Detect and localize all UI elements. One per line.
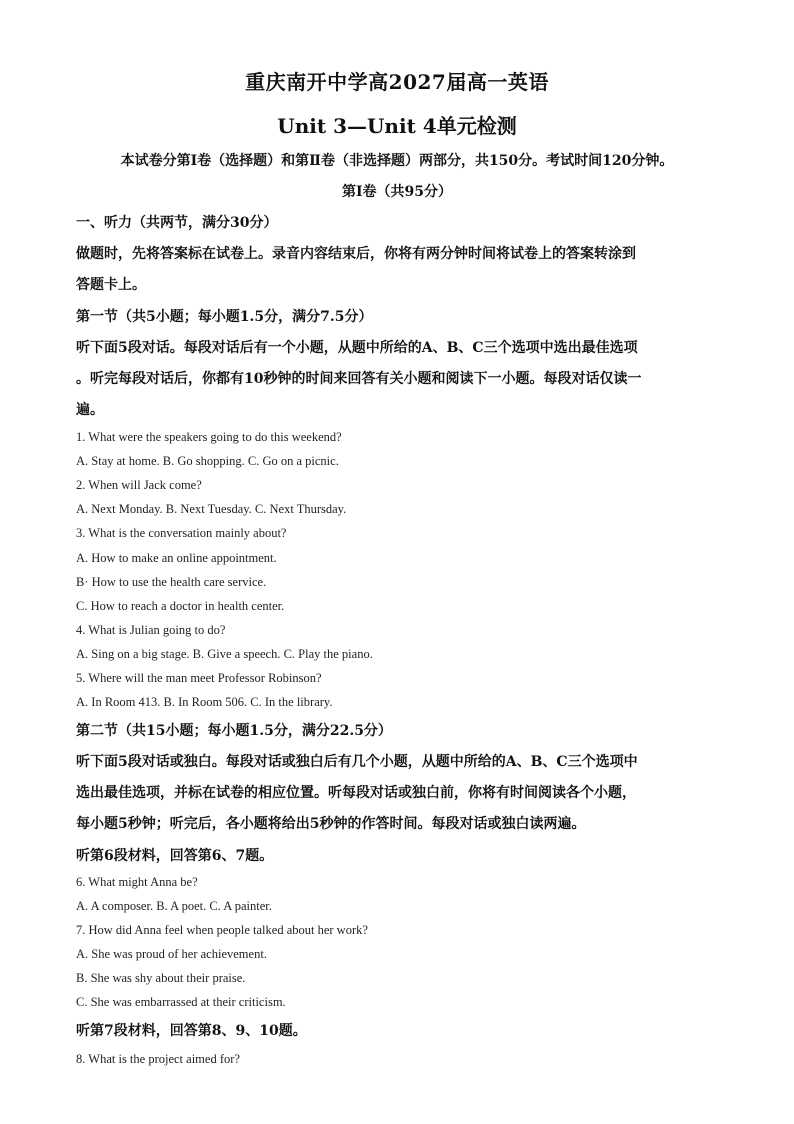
material-7-heading: 听第7段材料，回答第8、9、10题。: [76, 1023, 307, 1039]
question-5-options: A. In Room 413. B. In Room 506. C. In the library.: [76, 695, 333, 709]
question-4: 4. What is Julian going to do?: [76, 623, 226, 637]
question-4-options: A. Sing on a big stage. B. Give a speech. C. Play the piano.: [76, 647, 373, 661]
question-1: 1. What were the speakers going to do this weekend?: [76, 430, 342, 444]
exam-intro: 本试卷分第Ⅰ卷（选择题）和第Ⅱ卷（非选择题）两部分，共150分。考试时间120分钟。: [120, 153, 674, 169]
part1-instruction-line: 做题时，先将答案标在试卷上。录音内容结束后，你将有两分钟时间将试卷上的答案转涂到: [76, 246, 636, 262]
question-7-option-c: C. She was embarrassed at their criticism.: [76, 995, 286, 1009]
section1-instruction-line: 听下面5段对话。每段对话后有一个小题，从题中所给的A、B、C三个选项中选出最佳选项: [76, 340, 638, 356]
exam-subtitle: Unit 3—Unit 4单元检测: [277, 114, 517, 138]
question-3: 3. What is the conversation mainly about?: [76, 526, 287, 540]
exam-title: 重庆南开中学高2027届高一英语: [245, 70, 549, 94]
question-7-option-b: B. She was shy about their praise.: [76, 971, 246, 985]
question-1-options: A. Stay at home. B. Go shopping. C. Go on a picnic.: [76, 454, 339, 468]
section2-instruction-line: 听下面5段对话或独白。每段对话或独白后有几个小题，从题中所给的A、B、C三个选项中: [76, 754, 638, 770]
section2-heading: 第二节（共15小题；每小题1.5分，满分22.5分）: [76, 723, 392, 739]
question-7: 7. How did Anna feel when people talked about her work?: [76, 923, 368, 937]
question-2: 2. When will Jack come?: [76, 478, 202, 492]
question-6: 6. What might Anna be?: [76, 875, 198, 889]
question-5: 5. Where will the man meet Professor Robinson?: [76, 671, 322, 685]
part1-heading: 一、听力（共两节，满分30分）: [76, 215, 278, 231]
question-8: 8. What is the project aimed for?: [76, 1052, 240, 1066]
question-3-option-c: C. How to reach a doctor in health center.: [76, 599, 285, 613]
section2-instruction-line: 每小题5秒钟；听完后，各小题将给出5秒钟的作答时间。每段对话或独白读两遍。: [76, 816, 586, 832]
question-7-option-a: A. She was proud of her achievement.: [76, 947, 267, 961]
section1-instruction-line: 。听完每段对话后，你都有10秒钟的时间来回答有关小题和阅读下一小题。每段对话仅读一: [76, 371, 642, 387]
section2-instruction-line: 选出最佳选项，并标在试卷的相应位置。听每段对话或独白前，你将有时间阅读各个小题，: [76, 785, 636, 801]
question-2-options: A. Next Monday. B. Next Tuesday. C. Next Thursday.: [76, 502, 347, 516]
part1-instruction-line: 答题卡上。: [76, 277, 146, 293]
section1-instruction-line: 遍。: [76, 402, 104, 418]
question-3-option-a: A. How to make an online appointment.: [76, 551, 277, 565]
section1-heading: 第一节（共5小题；每小题1.5分，满分7.5分）: [76, 309, 373, 325]
volume-heading: 第Ⅰ卷（共95分）: [341, 184, 453, 200]
question-6-options: A. A composer. B. A poet. C. A painter.: [76, 899, 272, 913]
question-3-option-b: B· How to use the health care service.: [76, 575, 267, 589]
material-6-heading: 听第6段材料，回答第6、7题。: [76, 848, 274, 864]
